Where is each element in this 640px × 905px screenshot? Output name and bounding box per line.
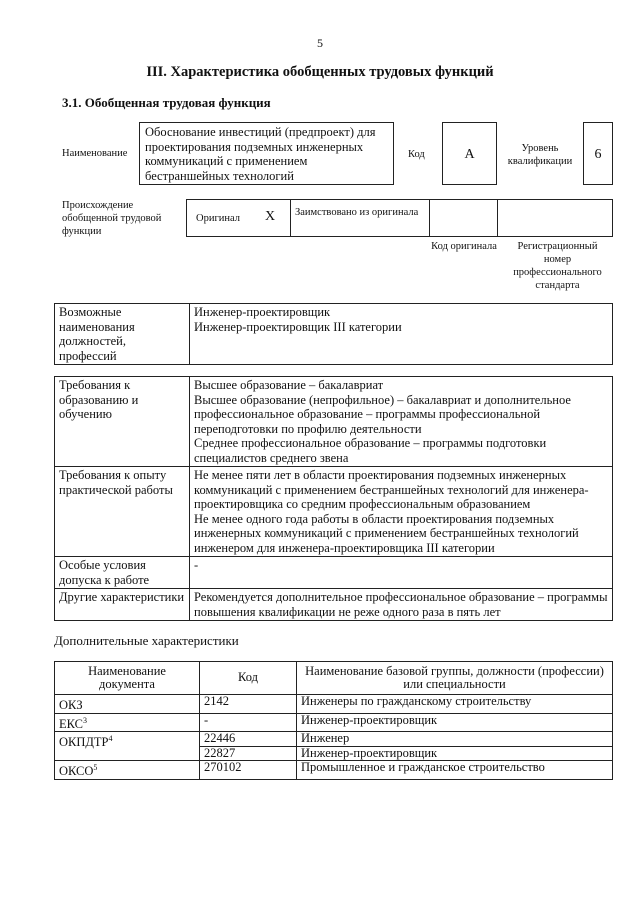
positions-table: [54, 303, 613, 365]
section-title: III. Характеристика обобщенных трудовых функций: [146, 64, 494, 80]
requirement-line: Не менее одного года работы в области проектирования подземных инженерных коммуникаций с применением бестраншейных технологий инженером для инженера-проектировщика III категории: [194, 511, 579, 555]
table-row: [55, 377, 613, 467]
doc-code: 2142: [200, 695, 297, 714]
group-name: Инженер: [297, 732, 613, 747]
table-row: [55, 589, 613, 621]
code-label: Код: [408, 149, 425, 160]
positions-label: Возможные наименования должностей, профессий: [55, 304, 190, 365]
doc-name: ОКПДТР$^4$: [55, 732, 200, 761]
origin-row: [186, 199, 613, 237]
doc-name: ОКЗ: [55, 695, 200, 714]
position-name: Инженер-проектировщик: [194, 305, 331, 319]
admission-value: -: [190, 557, 613, 589]
group-name: Промышленное и гражданское строительство: [297, 761, 613, 780]
experience-values: [190, 467, 613, 557]
page-number: 5: [317, 36, 323, 50]
experience-label: Требования к опыту практической работы: [55, 467, 190, 557]
qualification-level-value: 6: [583, 122, 613, 185]
requirement-line: Не менее пяти лет в области проектирования подземных инженерных коммуникаций с применением бестраншейных технологий для инженера-проектировщика со средним профессиональным образованием: [194, 468, 589, 511]
divider: [497, 199, 498, 237]
name-label: Наименование: [62, 148, 128, 159]
additional-table: [54, 661, 613, 780]
header-code: Код: [200, 662, 297, 695]
subsection-title: 3.1. Обобщенная трудовая функция: [62, 95, 271, 110]
header-group-name: Наименование базовой группы, должности (профессии) или специальности: [297, 662, 613, 695]
doc-code: -: [200, 713, 297, 732]
requirements-table: [54, 376, 613, 621]
registration-number-caption: Регистрационный номер профессионального стандарта: [513, 241, 602, 291]
origin-label: Происхождение обобщенной трудовой функции: [62, 200, 162, 237]
other-value: Рекомендуется дополнительное профессиональное образование – программы повышения квалификации не реже одного раза в пять лет: [190, 589, 613, 621]
header-document: Наименование документа: [55, 662, 200, 695]
function-code-value: А: [442, 122, 497, 185]
table-row: [55, 304, 613, 365]
positions-values: [190, 304, 613, 365]
requirement-line: Среднее профессиональное образование – программы подготовки специалистов среднего звена: [194, 436, 547, 465]
doc-code: 22446: [200, 732, 297, 747]
table-row: [55, 695, 613, 714]
table-row: [55, 761, 613, 780]
requirement-line: Высшее образование (непрофильное) – бакалавриат и дополнительное профессиональное образование – программы профессиональной переподготовки по профилю деятельности: [194, 392, 571, 436]
qualification-level-label: Уровень квалификации: [507, 143, 573, 167]
original-label: Оригинал: [196, 213, 240, 224]
divider: [429, 199, 430, 237]
admission-label: Особые условия допуска к работе: [55, 557, 190, 589]
divider: [290, 199, 291, 237]
doc-name: ОКСО$^5$: [55, 761, 200, 780]
doc-name: ЕКС$^3$: [55, 713, 200, 732]
additional-title: Дополнительные характеристики: [54, 633, 239, 648]
table-row: [55, 467, 613, 557]
original-mark: Х: [265, 209, 276, 224]
borrowed-label: Заимствовано из оригинала: [295, 207, 419, 218]
group-name: Инженер-проектировщик: [297, 746, 613, 761]
requirement-line: Высшее образование – бакалавриат: [194, 378, 384, 392]
group-name: Инженер-проектировщик: [297, 713, 613, 732]
table-header-row: [55, 662, 613, 695]
table-row: [55, 713, 613, 732]
group-name: Инженеры по гражданскому строительству: [297, 695, 613, 714]
table-row: [55, 557, 613, 589]
doc-code: 270102: [200, 761, 297, 780]
doc-code: 22827: [200, 746, 297, 761]
original-code-caption: Код оригинала: [431, 241, 497, 252]
function-name-value: Обоснование инвестиций (предпроект) для проектирования подземных инженерных коммуникаций с применением бестраншейных технологий: [139, 122, 394, 185]
education-values: [190, 377, 613, 467]
education-label: Требования к образованию и обучению: [55, 377, 190, 467]
position-name: Инженер-проектировщик III категории: [194, 319, 402, 334]
table-row: [55, 732, 613, 747]
other-label: Другие характеристики: [55, 589, 190, 621]
